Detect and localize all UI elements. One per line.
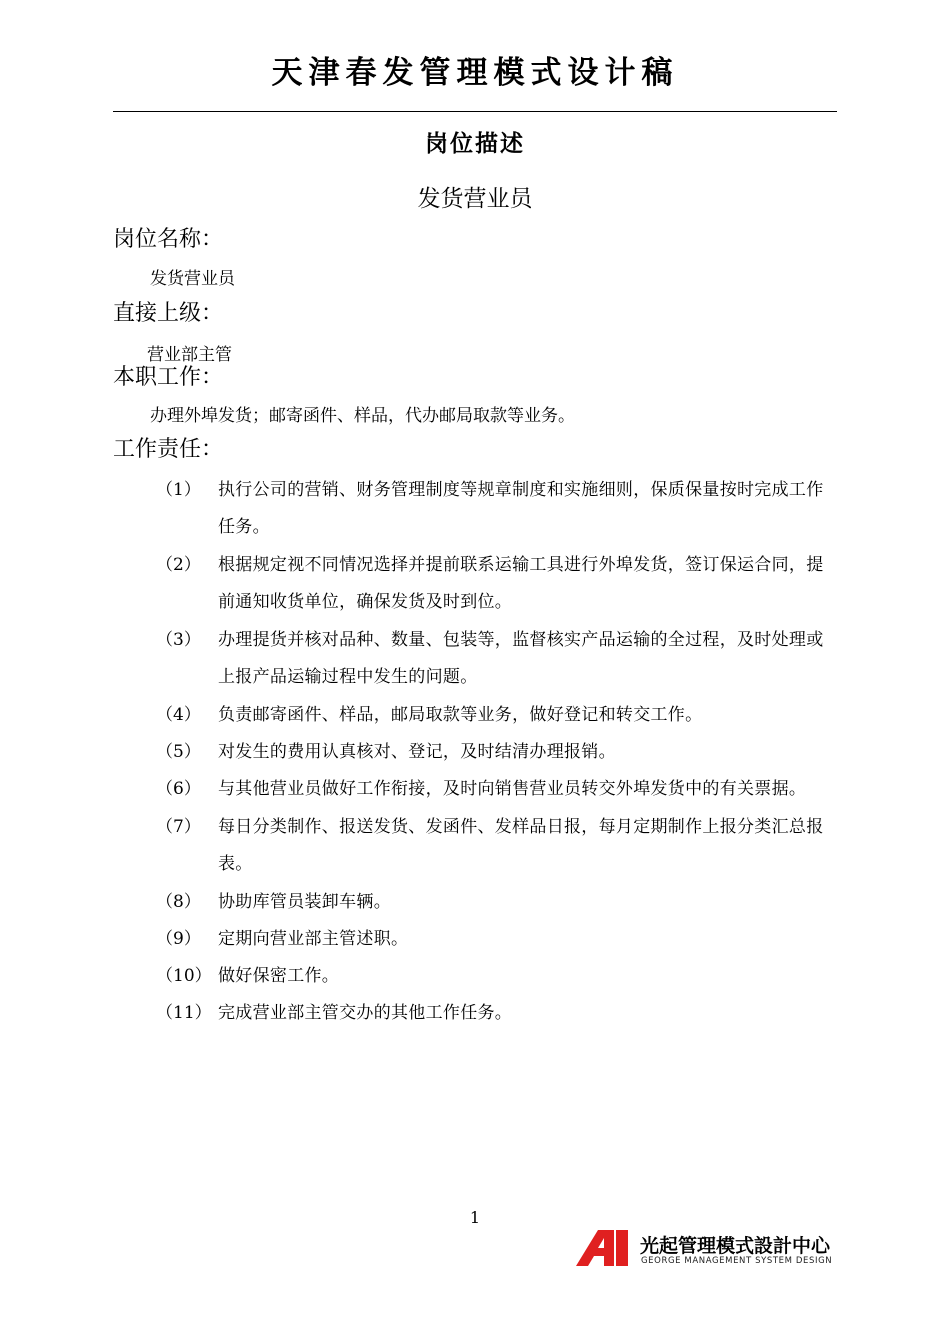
- duty-text: 根据规定视不同情况选择并提前联系运输工具进行外埠发货，签订保运合同，提前通知收货单位，确保发货及时到位。: [218, 555, 824, 612]
- duty-text: 每日分类制作、报送发货、发函件、发样品日报，每月定期制作上报分类汇总报表。: [218, 817, 824, 874]
- header-divider: [113, 111, 837, 112]
- section-heading-duties: 工作责任：: [113, 437, 224, 462]
- section-heading-role: 本职工作：: [113, 365, 224, 390]
- duty-text: 办理提货并核对品种、数量、包装等，监督核实产品运输的全过程，及时处理或上报产品运输过程中发生的问题。: [218, 630, 824, 687]
- footer-logo: [574, 1228, 840, 1272]
- duty-text: 执行公司的营销、财务管理制度等规章制度和实施细则，保质保量按时完成工作任务。: [218, 480, 824, 537]
- duty-item: [156, 622, 840, 696]
- duty-item: [156, 547, 840, 621]
- logo-chinese-text: 光起管理模式設計中心: [640, 1235, 831, 1257]
- duty-number: （4）: [156, 705, 201, 725]
- page-number: 1: [469, 1208, 481, 1227]
- duty-list: [156, 472, 840, 1031]
- duty-item: [156, 734, 840, 770]
- duty-number: （11）: [156, 1003, 212, 1023]
- page-header-title: 天津春发管理模式设计稿: [271, 55, 679, 91]
- logo-english-text: GEORGE MANAGEMENT SYSTEM DESIGN: [641, 1256, 833, 1266]
- document-title: 岗位描述: [425, 131, 525, 157]
- duty-number: （1）: [156, 480, 201, 500]
- red-a-logo-icon: [574, 1228, 630, 1268]
- duty-item: [156, 884, 840, 920]
- duty-item: [156, 809, 840, 883]
- duty-item: [156, 697, 840, 733]
- duty-item: [156, 921, 840, 957]
- duty-item: [156, 958, 840, 994]
- duty-number: （2）: [156, 555, 201, 575]
- duty-number: （8）: [156, 892, 201, 912]
- duty-item: [156, 995, 840, 1031]
- duty-number: （9）: [156, 929, 201, 949]
- duty-text: 对发生的费用认真核对、登记，及时结清办理报销。: [218, 742, 616, 762]
- section-heading-name: 岗位名称：: [113, 227, 224, 252]
- section-heading-superior: 直接上级：: [113, 301, 224, 326]
- duty-item: [156, 771, 840, 808]
- duty-text: 协助库管员装卸车辆。: [218, 892, 391, 912]
- section-value-superior: 营业部主管: [147, 345, 232, 365]
- duty-number: （5）: [156, 742, 201, 762]
- duty-text: 做好保密工作。: [218, 966, 340, 986]
- duty-number: （3）: [156, 630, 201, 650]
- duty-number: （10）: [156, 966, 212, 986]
- section-value-name: 发货营业员: [150, 269, 235, 289]
- duty-number: （6）: [156, 779, 201, 799]
- position-title: 发货营业员: [417, 186, 533, 212]
- section-value-role: 办理外埠发货；邮寄函件、样品，代办邮局取款等业务。: [150, 406, 575, 426]
- duty-text: 与其他营业员做好工作衔接，及时向销售营业员转交外埠发货中的有关票据。: [218, 779, 807, 799]
- duty-item: [156, 472, 840, 546]
- duty-text: 完成营业部主管交办的其他工作任务。: [218, 1003, 513, 1023]
- duty-number: （7）: [156, 817, 201, 837]
- duty-text: 负责邮寄函件、样品，邮局取款等业务，做好登记和转交工作。: [218, 705, 703, 725]
- duty-text: 定期向营业部主管述职。: [218, 929, 409, 949]
